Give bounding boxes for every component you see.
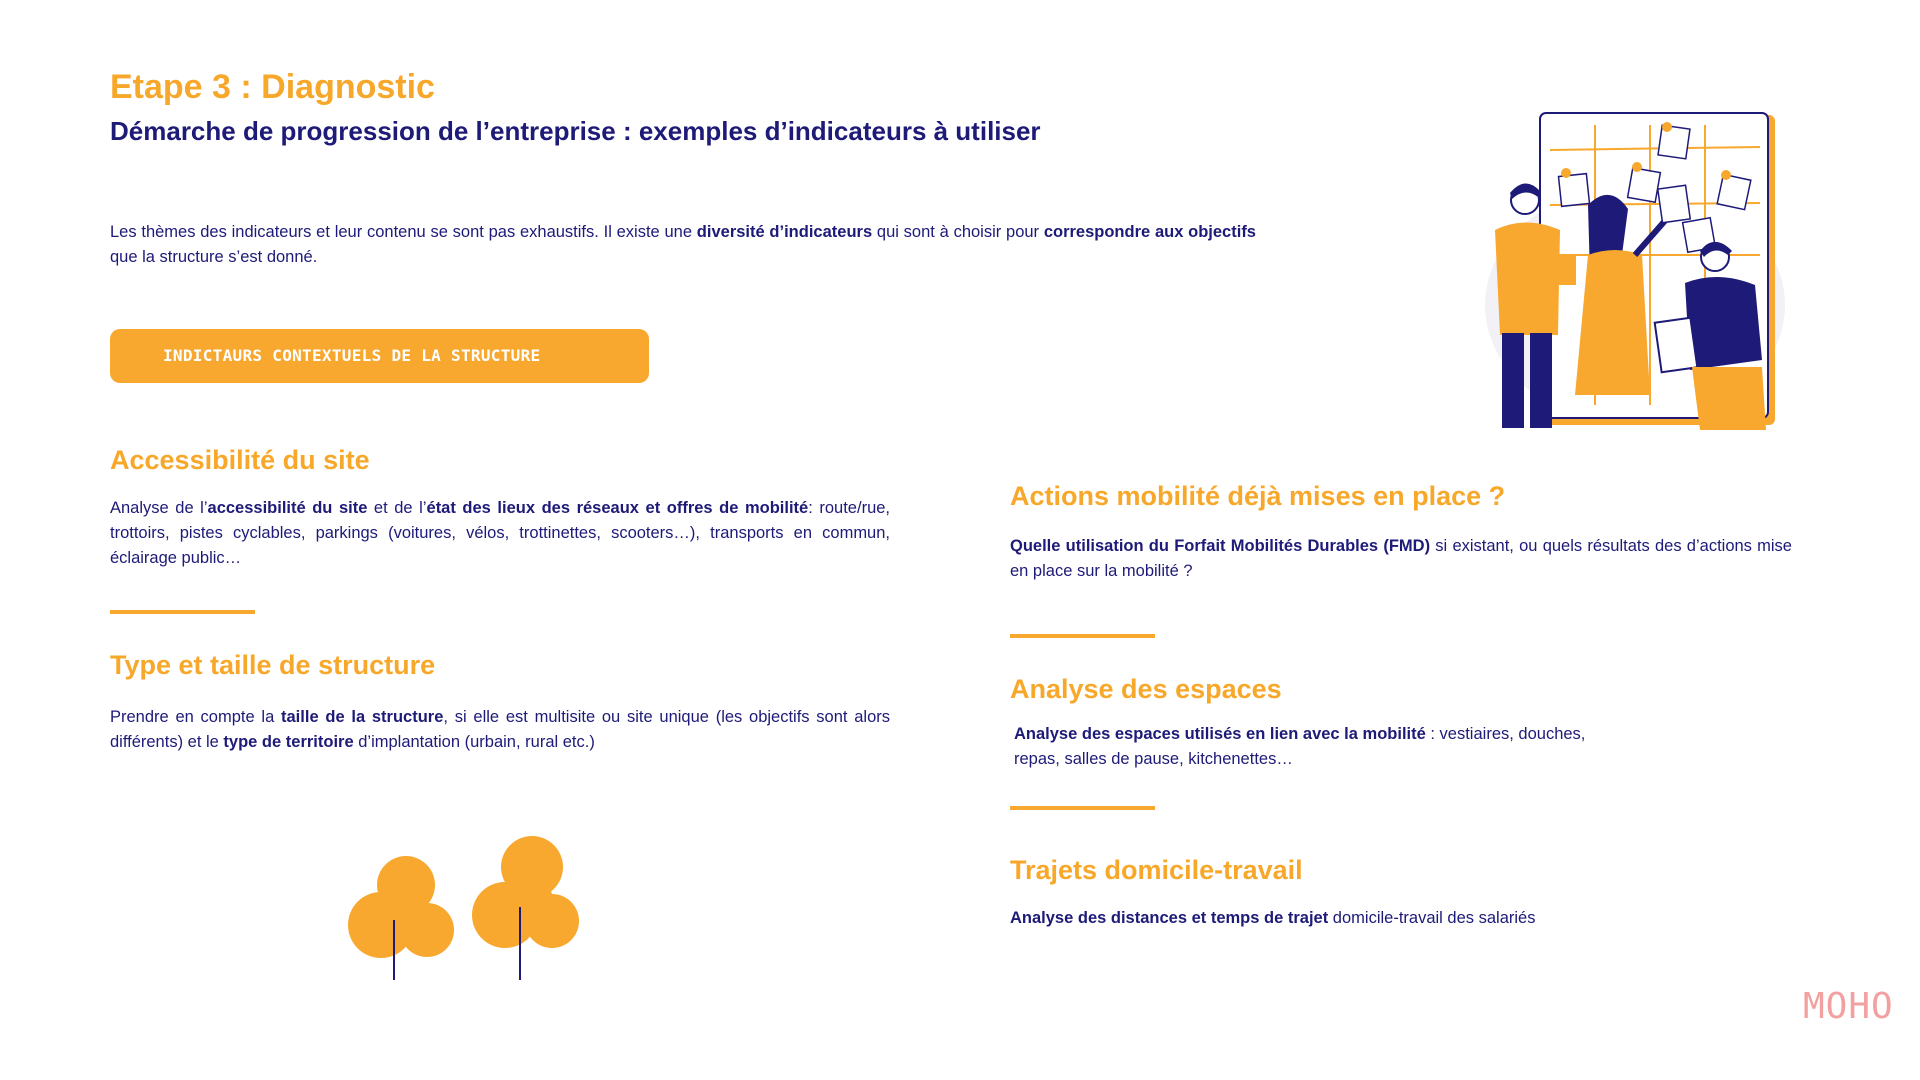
- tree-left-icon: [348, 856, 454, 980]
- moho-logo: MOHO: [1803, 986, 1894, 1027]
- section-text-trajets: Analyse des distances et temps de trajet domicile-travail des salariés: [1010, 909, 1536, 927]
- intro-paragraph: Les thèmes des indicateurs et leur contenu se sont pas exhaustifs. Il existe une diversité d’indicateurs qui sont à choisir pour correspondre aux objectifs que la structure s’est donné.: [110, 223, 1256, 266]
- team-whiteboard-illustration: [1470, 105, 1800, 435]
- section-text-accessibilite: Analyse de l’accessibilité du site et de l’état des lieux des réseaux et offres de mobilité: route/rue, trottoirs, pistes cyclables, parkings (voitures, vélos, trottinettes, scooters…), transports en commun, éclairage public…: [110, 499, 891, 567]
- section-title-actions: Actions mobilité déjà mises en place ?: [1010, 481, 1506, 511]
- section-text-espaces: Analyse des espaces utilisés en lien avec la mobilité : vestiaires, douches, repas, salles de pause, kitchenettes…: [1014, 725, 1586, 768]
- section-title-trajets: Trajets domicile-travail: [1010, 855, 1303, 885]
- section-text-type-taille: Prendre en compte la taille de la structure, si elle est multisite ou site unique (les objectifs sont alors différents) et le type de territoire d’implantation (urbain, rural etc.): [110, 708, 891, 751]
- indicators-category-banner: [110, 329, 649, 383]
- page-title: Etape 3 : Diagnostic: [110, 68, 435, 106]
- indicators-category-label: INDICTAURS CONTEXTUELS DE LA STRUCTURE: [163, 346, 541, 365]
- trees-illustration: [340, 835, 590, 985]
- section-divider: [1010, 806, 1155, 810]
- tree-right-icon: [472, 836, 579, 980]
- section-text-actions: Quelle utilisation du Forfait Mobilités Durables (FMD) si existant, ou quels résultats des d’actions mise en place sur la mobilité ?: [1010, 537, 1792, 580]
- section-title-type-taille: Type et taille de structure: [110, 650, 436, 680]
- section-title-espaces: Analyse des espaces: [1010, 674, 1282, 704]
- page-subtitle: Démarche de progression de l’entreprise : exemples d’indicateurs à utiliser: [110, 116, 1041, 146]
- section-divider: [110, 610, 255, 614]
- section-divider: [1010, 634, 1155, 638]
- section-title-accessibilite: Accessibilité du site: [110, 445, 370, 475]
